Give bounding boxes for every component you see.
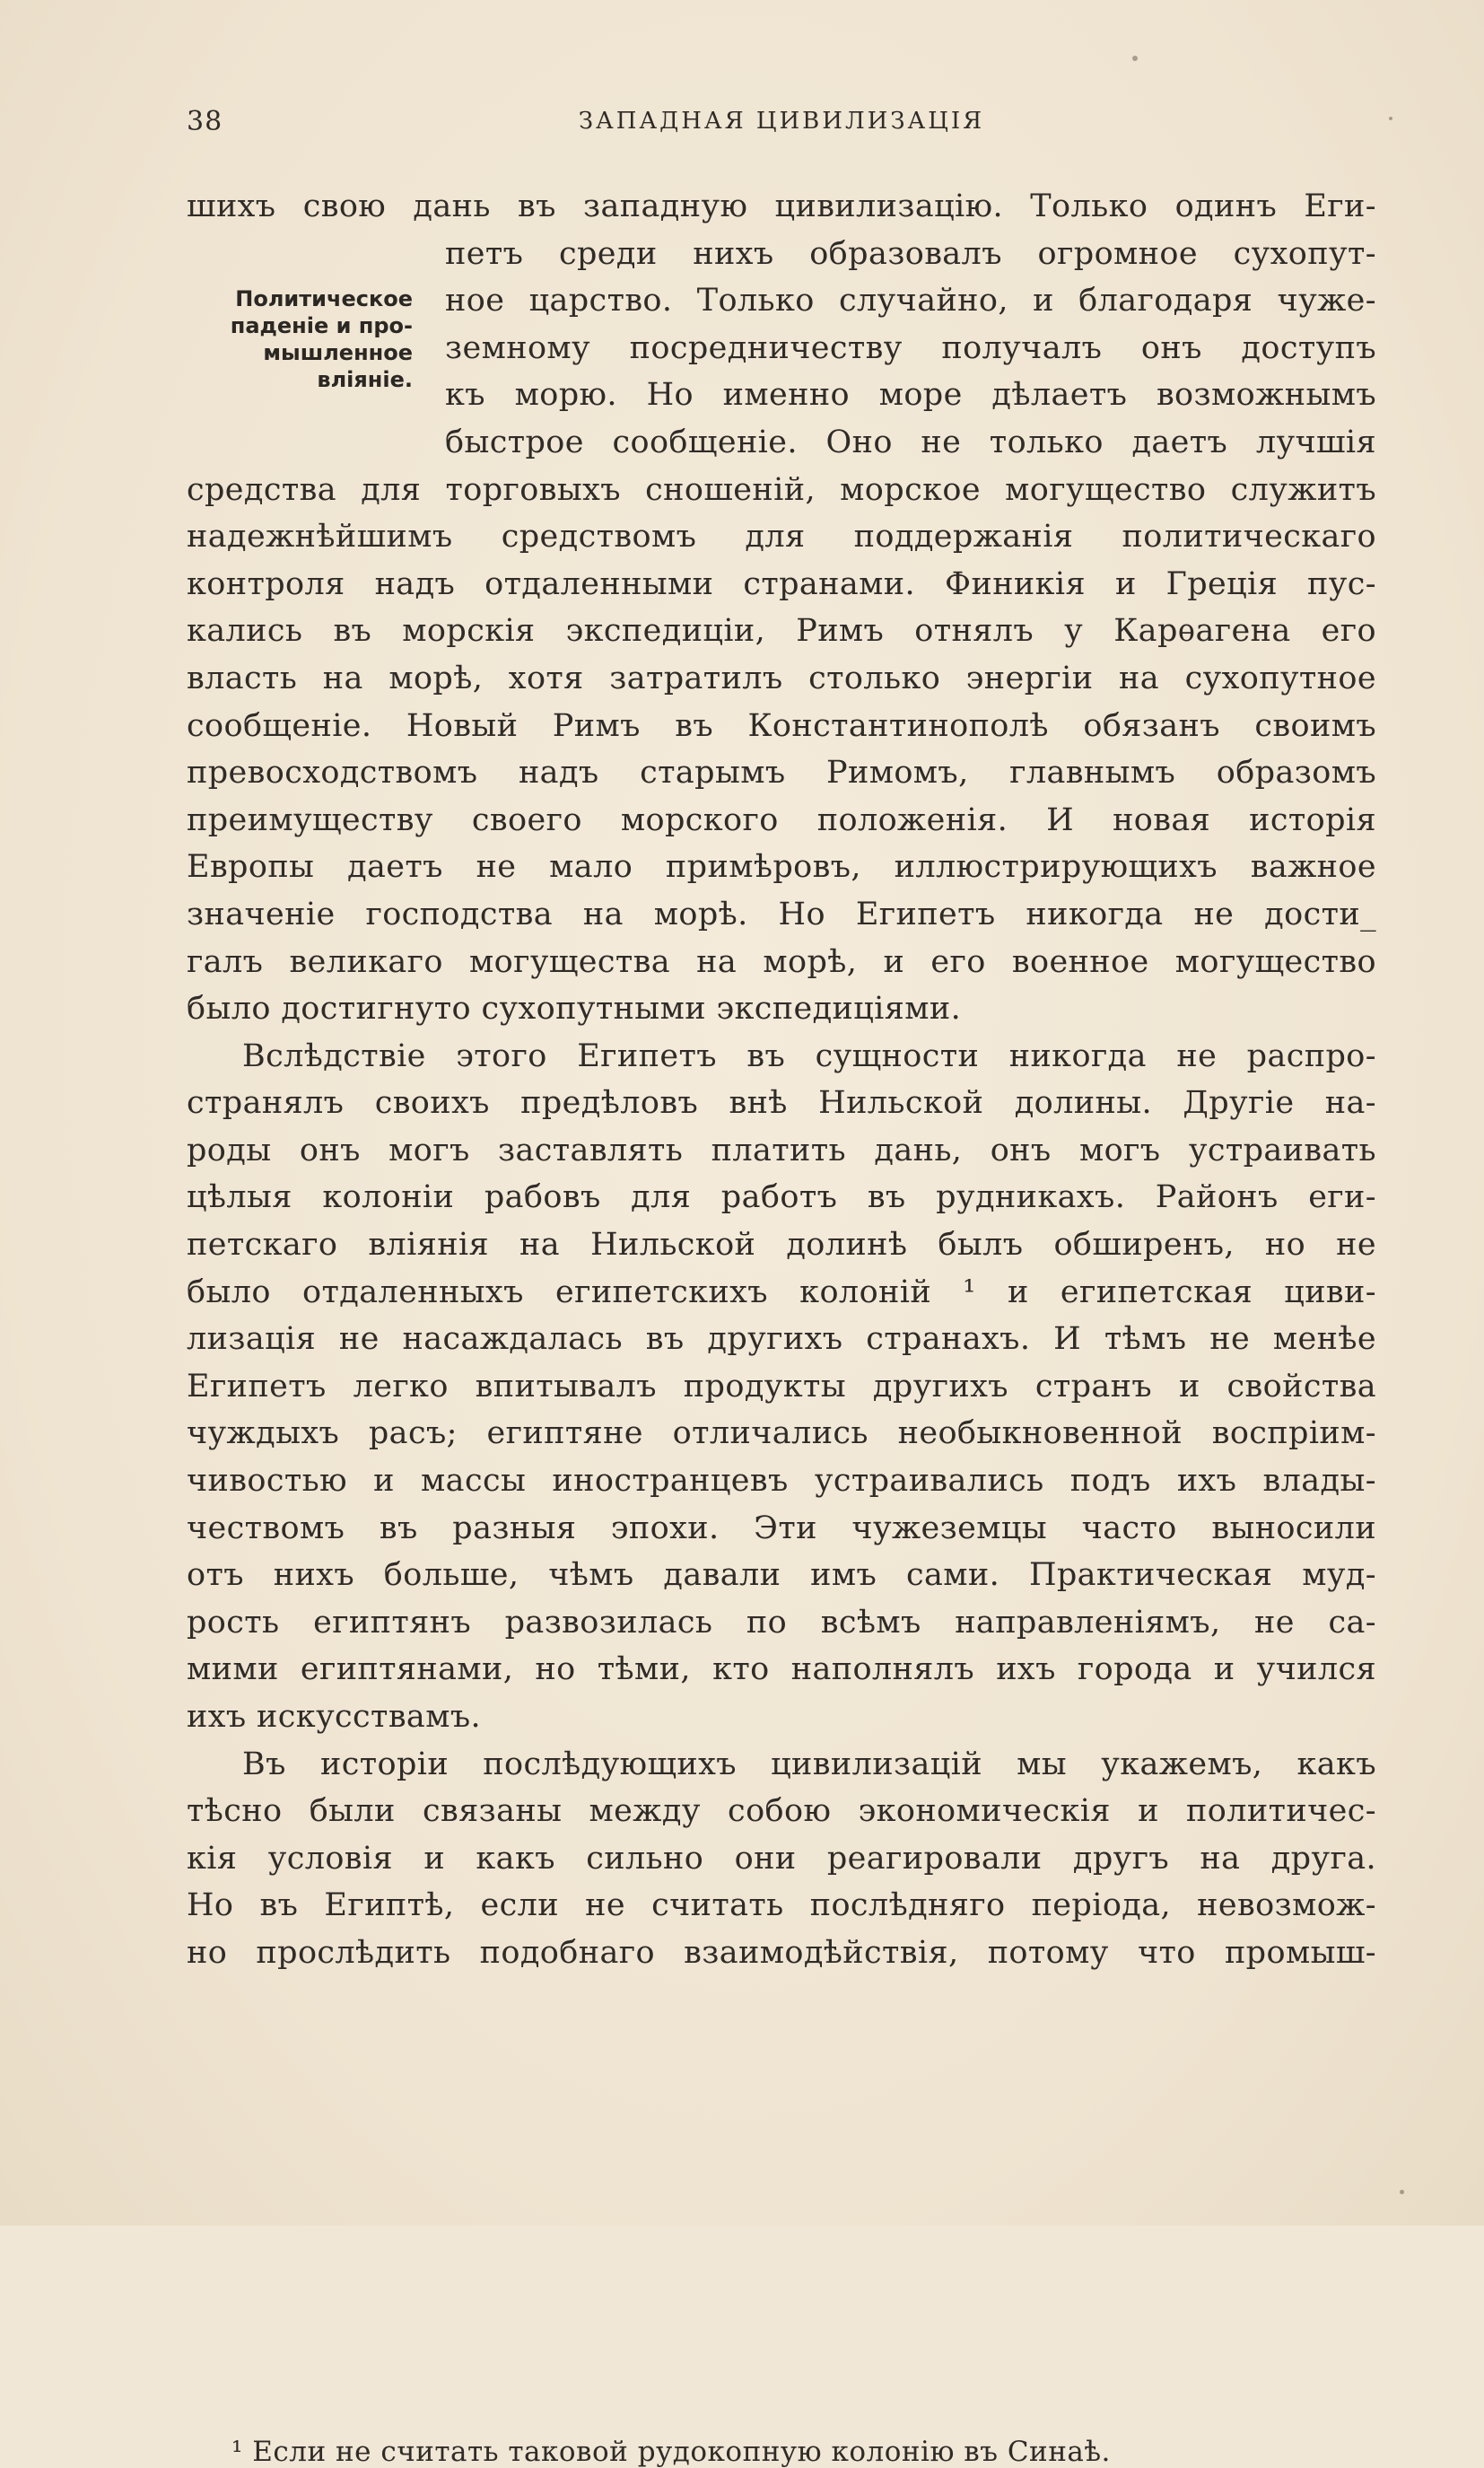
text-line: чествомъ въ разныя эпохи. Эти чужеземцы часто выносили — [187, 1510, 1376, 1546]
text-line: петскаго вліянія на Нильской долинѣ былъ обширенъ, но не — [187, 1227, 1376, 1264]
text-line: Египетъ легко впитывалъ продукты другихъ странъ и свойства — [187, 1368, 1376, 1405]
text-line: сообщеніе. Новый Римъ въ Константинополѣ обязанъ своимъ — [187, 707, 1376, 744]
text-line: петъ среди нихъ образовалъ огромное сухопут- — [445, 235, 1376, 272]
text-line: галъ великаго могущества на морѣ, и его военное могущество — [187, 943, 1376, 980]
text-line: но прослѣдить подобнаго взаимодѣйствія, потому что промыш- — [187, 1934, 1376, 1971]
margin-note-line: мышленное — [263, 340, 413, 365]
text-line: мими египтянами, но тѣми, кто наполнялъ ихъ города и учился — [187, 1651, 1376, 1688]
body-text — [187, 183, 1376, 1977]
text-line: шихъ свою дань въ западную цивилизацію. Только одинъ Еги- — [187, 188, 1376, 224]
margin-note-line: Политическое — [235, 286, 413, 311]
text-line: преимуществу своего морского положенія. И новая исторія — [187, 801, 1376, 838]
text-line: къ морю. Но именно море дѣлаетъ возможнымъ — [445, 377, 1376, 414]
text-line: средства для торговыхъ сношеній, морское могущество служитъ — [187, 471, 1376, 508]
paper-speck — [1400, 2190, 1404, 2194]
text-line: ихъ искусствамъ. — [187, 1699, 482, 1735]
text-line: кались въ морскія экспедиціи, Римъ отнялъ у Карѳагена его — [187, 613, 1376, 650]
text-line: тѣсно были связаны между собою экономическія и политичес- — [187, 1793, 1376, 1830]
text-line: Вслѣдствіе этого Египетъ въ сущности никогда не распро- — [242, 1037, 1376, 1074]
text-line: Въ исторіи послѣдующихъ цивилизацій мы укажемъ, какъ — [242, 1746, 1376, 1782]
text-line: было отдаленныхъ египетскихъ колоній ¹ и египетская циви- — [187, 1273, 1376, 1310]
text-line: лизація не насаждалась въ другихъ странахъ. И тѣмъ не менѣе — [187, 1321, 1376, 1358]
running-title: ЗАПАДНАЯ ЦИВИЛИЗАЦІЯ — [578, 108, 985, 135]
running-head — [187, 106, 1376, 149]
paper-speck — [1389, 117, 1392, 120]
text-line: Европы даетъ не мало примѣровъ, иллюстрирующихъ важное — [187, 849, 1376, 886]
footnote-text: Если не считать таковой рудокопную колонію въ Синаѣ. — [252, 2436, 1111, 2468]
text-line: было достигнуто сухопутными экспедиціями. — [187, 991, 962, 1028]
text-line: рость египтянъ развозилась по всѣмъ направленіямъ, не са- — [187, 1604, 1376, 1641]
text-line: надежнѣйшимъ средствомъ для поддержанія политическаго — [187, 519, 1376, 556]
text-line: власть на морѣ, хотя затратилъ столько энергіи на сухопутное — [187, 660, 1376, 696]
text-line: контроля надъ отдаленными странами. Финикія и Греція пус- — [187, 565, 1376, 602]
text-line: странялъ своихъ предѣловъ внѣ Нильской долины. Другіе на- — [187, 1085, 1376, 1122]
footnote — [231, 2436, 1111, 2468]
text-line: чивостью и массы иностранцевъ устраивались подъ ихъ влады- — [187, 1463, 1376, 1500]
text-line: отъ нихъ больше, чѣмъ давали имъ сами. Практическая муд- — [187, 1557, 1376, 1594]
text-line: цѣлыя колоніи рабовъ для работъ въ рудникахъ. Районъ еги- — [187, 1179, 1376, 1216]
text-line: быстрое сообщеніе. Оно не только даетъ лучшія — [445, 424, 1376, 460]
text-line: кія условія и какъ сильно они реагировали другъ на друга. — [187, 1840, 1376, 1877]
text-line: ное царство. Только случайно, и благодаря чуже- — [445, 283, 1376, 319]
text-line: роды онъ могъ заставлять платить дань, онъ могъ устраивать — [187, 1132, 1376, 1168]
text-line: значеніе господства на морѣ. Но Египетъ никогда не дости_ — [187, 896, 1376, 932]
text-line: чуждыхъ расъ; египтяне отличались необыкновенной воспріим- — [187, 1415, 1376, 1452]
margin-note-line: паденіе и про- — [230, 313, 413, 338]
text-line: превосходствомъ надъ старымъ Римомъ, главнымъ образомъ — [187, 755, 1376, 792]
footnote-marker: ¹ — [231, 2436, 243, 2468]
text-line: Но въ Египтѣ, если не считать послѣдняго періода, невозмож- — [187, 1887, 1376, 1924]
text-line: земному посредничеству получалъ онъ доступъ — [445, 329, 1376, 366]
paper-speck — [1132, 56, 1138, 61]
page-number: 38 — [187, 106, 223, 137]
margin-note-line: вліяніе. — [317, 367, 413, 392]
